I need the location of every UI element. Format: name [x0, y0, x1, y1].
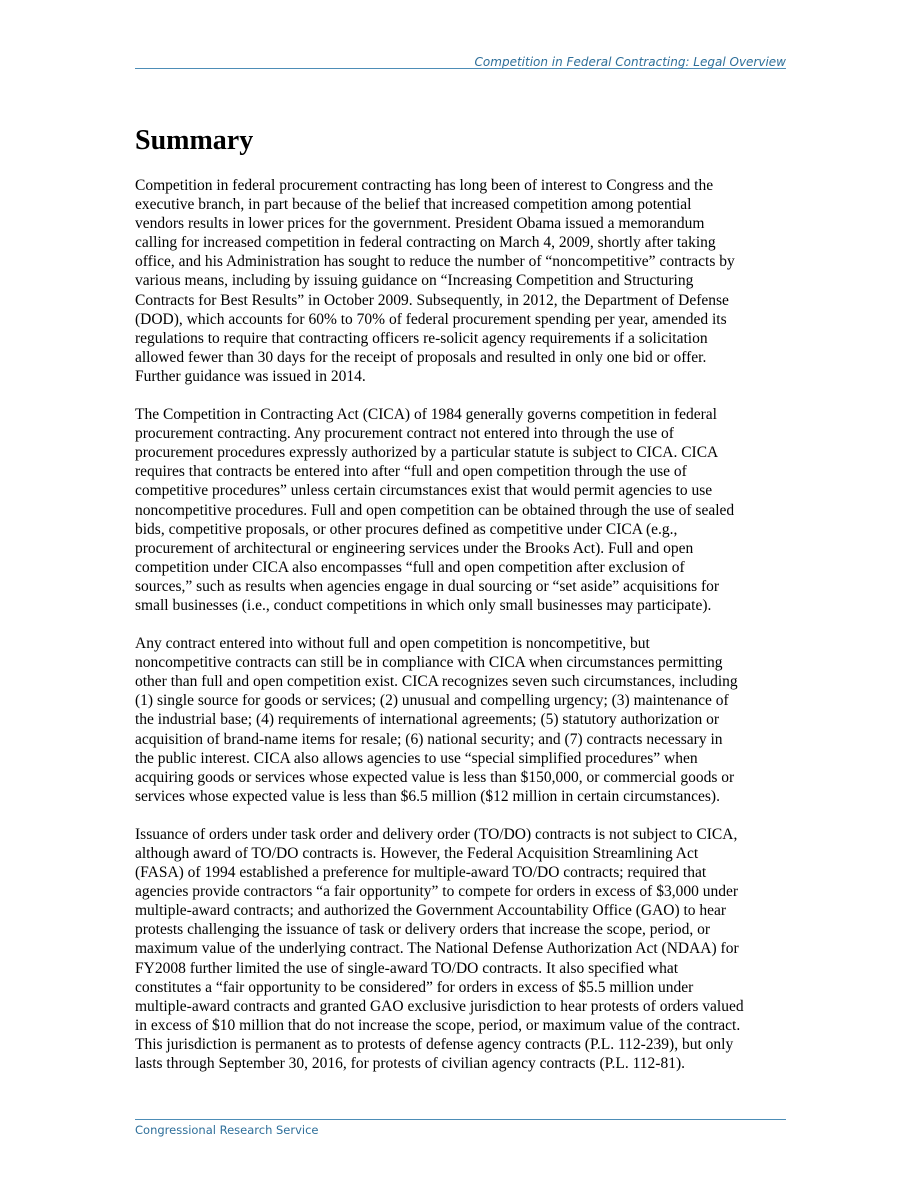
text-line: executive branch, in part because of the belief that increased competition among potential — [135, 196, 692, 214]
running-header-title: Competition in Federal Contracting: Legal Overview — [474, 55, 786, 69]
text-line: procurement contracting. Any procurement contract not entered into through the use of — [135, 425, 674, 443]
text-line: noncompetitive contracts can still be in compliance with CICA when circumstances permitting — [135, 654, 723, 672]
text-line: although award of TO/DO contracts is. However, the Federal Acquisition Streamlining Act — [135, 845, 699, 862]
text-line: acquiring goods or services whose expected value is less than $150,000, or commercial goods or — [135, 768, 735, 786]
text-line: Any contract entered into without full and open competition is noncompetitive, but — [135, 635, 650, 653]
paragraph — [135, 405, 795, 615]
text-line: bids, competitive proposals, or other procures defined as competitive under CICA (e.g., — [135, 520, 678, 538]
text-line: sources,” such as results when agencies engage in dual sourcing or “set aside” acquisitions for — [135, 577, 720, 595]
text-line: competitive procedures” unless certain circumstances exist that would permit agencies to use — [135, 482, 713, 500]
summary-body — [135, 176, 795, 1092]
header-divider — [135, 68, 786, 69]
text-line: requires that contracts be entered into after “full and open competition through the use of — [135, 463, 687, 481]
text-line: vendors results in lower prices for the government. President Obama issued a memorandum — [135, 215, 705, 233]
text-line: The Competition in Contracting Act (CICA) of 1984 generally governs competition in federal — [135, 406, 717, 424]
text-line: competition under CICA also encompasses “full and open competition after exclusion of — [135, 558, 685, 576]
text-line: multiple-award contracts and granted GAO exclusive jurisdiction to hear protests of orders valued — [135, 997, 744, 1015]
text-line: office, and his Administration has sought to reduce the number of “noncompetitive” contracts by — [135, 253, 735, 271]
text-line: acquisition of brand-name items for resale; (6) national security; and (7) contracts necessary in — [135, 730, 723, 748]
text-line: agencies provide contractors “a fair opportunity” to compete for orders in excess of $3,000 under — [135, 883, 738, 901]
text-line: Issuance of orders under task order and delivery order (TO/DO) contracts is not subject to CICA, — [135, 825, 738, 843]
footer-divider — [135, 1119, 786, 1120]
text-line: FY2008 further limited the use of single-award TO/DO contracts. It also specified what — [135, 959, 679, 977]
text-line: allowed fewer than 30 days for the receipt of proposals and resulted in only one bid or offer. — [135, 348, 707, 366]
text-line: procurement procedures expressly authorized by a particular statute is subject to CICA. CICA — [135, 444, 719, 462]
paragraph — [135, 825, 795, 1073]
paragraph — [135, 176, 795, 386]
text-line: small businesses (i.e., conduct competitions in which only small businesses may participate). — [135, 596, 712, 614]
text-line: protests challenging the issuance of task or delivery orders that increase the scope, period, or — [135, 921, 711, 939]
text-line: the industrial base; (4) requirements of international agreements; (5) statutory authorization or — [135, 711, 720, 729]
text-line: constitutes a “fair opportunity to be considered” for orders in excess of $5.5 million under — [135, 978, 694, 996]
text-line: lasts through September 30, 2016, for protests of civilian agency contracts (P.L. 112-81). — [135, 1055, 685, 1073]
text-line: noncompetitive procedures. Full and open competition can be obtained through the use of sealed — [135, 501, 735, 519]
paragraph — [135, 634, 795, 806]
text-line: (DOD), which accounts for 60% to 70% of federal procurement spending per year, amended its — [135, 310, 727, 328]
text-line: in excess of $10 million that do not increase the scope, period, or maximum value of the contract. — [135, 1016, 741, 1034]
text-line: other than full and open competition exist. CICA recognizes seven such circumstances, including — [135, 673, 738, 691]
text-line: This jurisdiction is permanent as to protests of defense agency contracts (P.L. 112-239), but only — [135, 1035, 734, 1053]
text-line: (FASA) of 1994 established a preference for multiple-award TO/DO contracts; required that — [135, 864, 707, 882]
text-line: Competition in federal procurement contracting has long been of interest to Congress and the — [135, 177, 714, 194]
text-line: (1) single source for goods or services; (2) unusual and compelling urgency; (3) maintenance of — [135, 692, 729, 710]
page-title: Summary — [135, 125, 254, 156]
text-line: services whose expected value is less than $6.5 million ($12 million in certain circumstances). — [135, 787, 720, 805]
text-line: multiple-award contracts; and authorized the Government Accountability Office (GAO) to hear — [135, 902, 727, 920]
text-line: maximum value of the underlying contract. The National Defense Authorization Act (NDAA) for — [135, 940, 739, 958]
running-footer-publisher: Congressional Research Service — [135, 1123, 319, 1137]
text-line: various means, including by issuing guidance on “Increasing Competition and Structuring — [135, 272, 694, 290]
text-line: Further guidance was issued in 2014. — [135, 367, 366, 385]
text-line: the public interest. CICA also allows agencies to use “special simplified procedures” when — [135, 749, 698, 767]
text-line: procurement of architectural or engineering services under the Brooks Act). Full and open — [135, 539, 694, 557]
text-line: calling for increased competition in federal contracting on March 4, 2009, shortly after taking — [135, 234, 716, 252]
text-line: Contracts for Best Results” in October 2009. Subsequently, in 2012, the Department of Defense — [135, 291, 729, 309]
text-line: regulations to require that contracting officers re-solicit agency requirements if a solicitation — [135, 329, 708, 347]
